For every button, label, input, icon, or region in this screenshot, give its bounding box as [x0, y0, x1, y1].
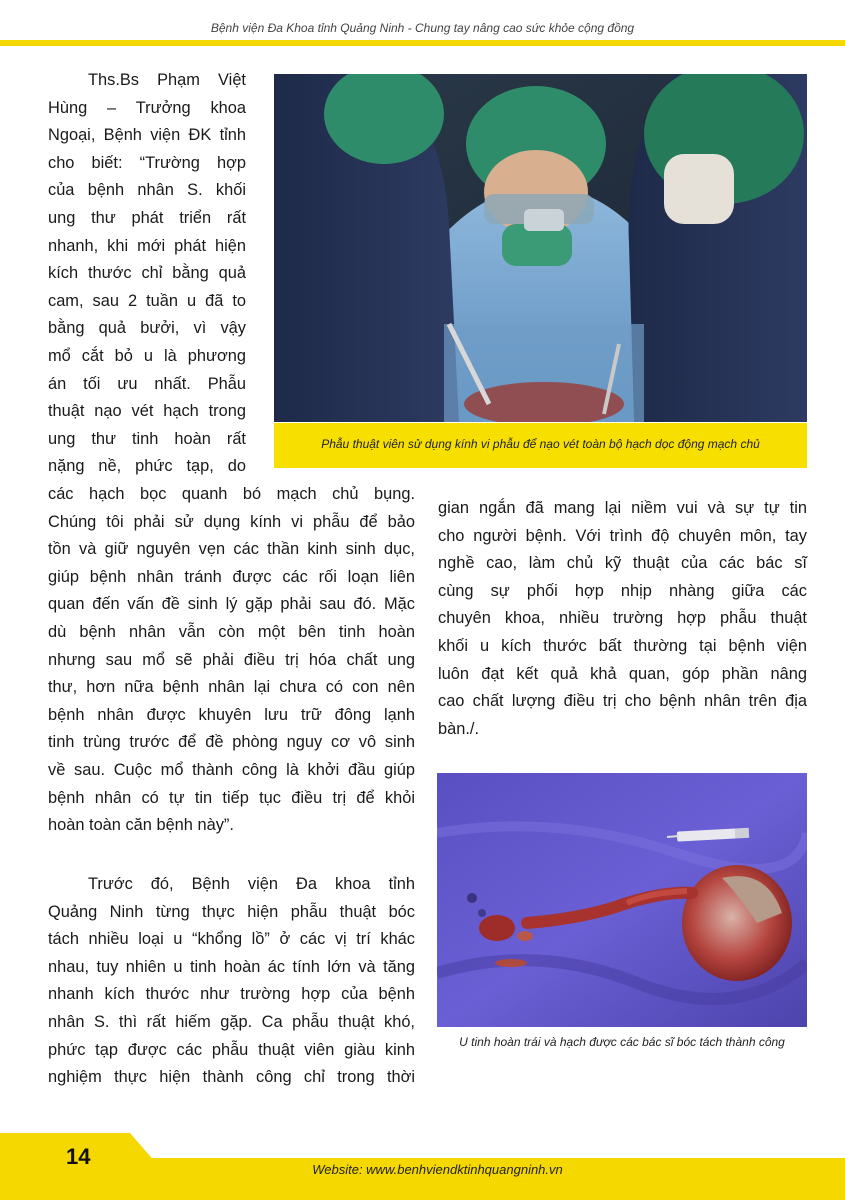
header-rule [0, 40, 845, 46]
text-line: mổ cắt bỏ u là phương [48, 346, 246, 365]
text-line: thư, hơn nữa bệnh nhân lại chưa có con nên [48, 678, 415, 697]
text-line: ung thư tinh hoàn rất [48, 429, 246, 448]
page-header [0, 0, 845, 40]
text-line: về sau. Cuộc mổ thành công là khởi đầu giúp [48, 760, 415, 779]
text-line: khối u kích thước bất thường tại bệnh viện [438, 636, 807, 655]
paragraph-2 [48, 871, 415, 1092]
footer-website: Website: www.benhviendktinhquangninh.vn [312, 1162, 563, 1177]
text-line: cho biết: “Trường hợp [48, 153, 246, 172]
text-line: nhưng sau mổ sẽ phải điều trị hóa chất ung [48, 650, 415, 669]
text-line: kích thước chỉ bằng quả [48, 264, 246, 283]
text-line: nghề cao, làm chủ kỹ thuật của các bác sĩ [438, 554, 807, 573]
text-line: nặng nề, phức tạp, do [48, 457, 246, 476]
text-line: bệnh nhân được khuyên lưu trữ đông lạnh [48, 705, 415, 724]
text-line: cùng sự phối hợp nhịp nhàng giữa các [438, 581, 807, 600]
text-line: thuật nạo vét hạch trong [48, 402, 246, 421]
paragraph-1-wide [48, 481, 415, 840]
text-line: ung thư phát triển rất [48, 208, 246, 227]
text-line: bằng quả bưởi, vì vậy [48, 319, 246, 338]
text-line: nhanh, khi mới phát hiện [48, 236, 246, 255]
text-line: tinh trùng trước để đề phòng nguy cơ vô sinh [48, 733, 415, 752]
text-line: cho người bệnh. Với trình độ chuyên môn, tay [438, 526, 807, 545]
text-line: hoàn toàn căn bệnh này”. [48, 816, 234, 835]
text-line: chuyên khoa, nhiều trường hợp phẫu thuật [438, 609, 807, 628]
text-line: các hạch bọc quanh bó mạch chủ bụng. [48, 485, 415, 503]
text-line: án tối ưu nhất. Phẫu [48, 374, 246, 393]
paragraph-1-narrow [48, 67, 246, 481]
text-line: Chúng tôi phải sử dụng kính vi phẫu để bảo [48, 512, 415, 531]
header-text: Bệnh viện Đa Khoa tỉnh Quảng Ninh - Chung tay nâng cao sức khỏe cộng đồng [210, 21, 635, 35]
text-line: phức tạp được các phẫu thuật viên giàu kinh [48, 1040, 415, 1059]
tumor-photo [437, 773, 807, 1027]
text-line: tách nhiều loại u “khổng lồ” ở các vị trí khác [48, 930, 415, 949]
page-number: 14 [66, 1144, 91, 1169]
text-line: Trước đó, Bệnh viện Đa khoa tỉnh [88, 875, 415, 893]
tumor-photo-caption: U tinh hoàn trái và hạch được các bác sĩ bóc tách thành công [459, 1035, 785, 1049]
text-line: cam, sau 2 tuần u đã to [48, 291, 246, 310]
paragraph-3 [438, 495, 807, 743]
text-line: nghiệm thực hiện thành công chỉ trong thời [48, 1068, 415, 1087]
text-line: quan đến vấn đề sinh lý gặp phải sau đó. Mặc [48, 595, 415, 614]
text-line: giúp bệnh nhân tránh được các rối loạn liên [48, 567, 415, 586]
text-line: Hùng – Trưởng khoa [48, 98, 246, 117]
text-line: của bệnh nhân S. khối [48, 181, 246, 200]
text-line: gian ngắn đã mang lại niềm vui và sự tự tin [438, 499, 807, 517]
text-line: cao chất lượng điều trị cho bệnh nhân trên địa [438, 692, 807, 711]
text-line: nhau, tuy nhiên u tinh hoàn ác tính lớn và tăng [48, 957, 415, 976]
text-line: Ngoại, Bệnh viện ĐK tỉnh [48, 126, 246, 145]
surgery-photo [274, 74, 807, 422]
surgery-photo-caption: Phẫu thuật viên sử dụng kính vi phẫu để nạo vét toàn bộ hạch dọc động mạch chủ [274, 423, 807, 468]
text-line: bàn./. [438, 719, 480, 738]
text-line: Ths.Bs Phạm Việt [88, 71, 246, 89]
text-line: bệnh nhân có tự tin tiếp tục điều trị để khỏi [48, 788, 415, 807]
text-line: nhân S. thì rất hiếm gặp. Ca phẫu thuật khó, [48, 1012, 415, 1031]
text-line: dù bệnh nhân vẫn còn một bên tinh hoàn [48, 622, 415, 641]
text-line: luôn đạt kết quả khả quan, góp phần nâng [438, 664, 807, 683]
text-line: tồn và giữ nguyên vẹn các thần kinh sinh dục, [48, 540, 415, 559]
text-line: nhanh kích thước như trường hợp của bệnh [48, 985, 415, 1004]
text-line: Quảng Ninh từng thực hiện phẫu thuật bóc [48, 902, 415, 921]
